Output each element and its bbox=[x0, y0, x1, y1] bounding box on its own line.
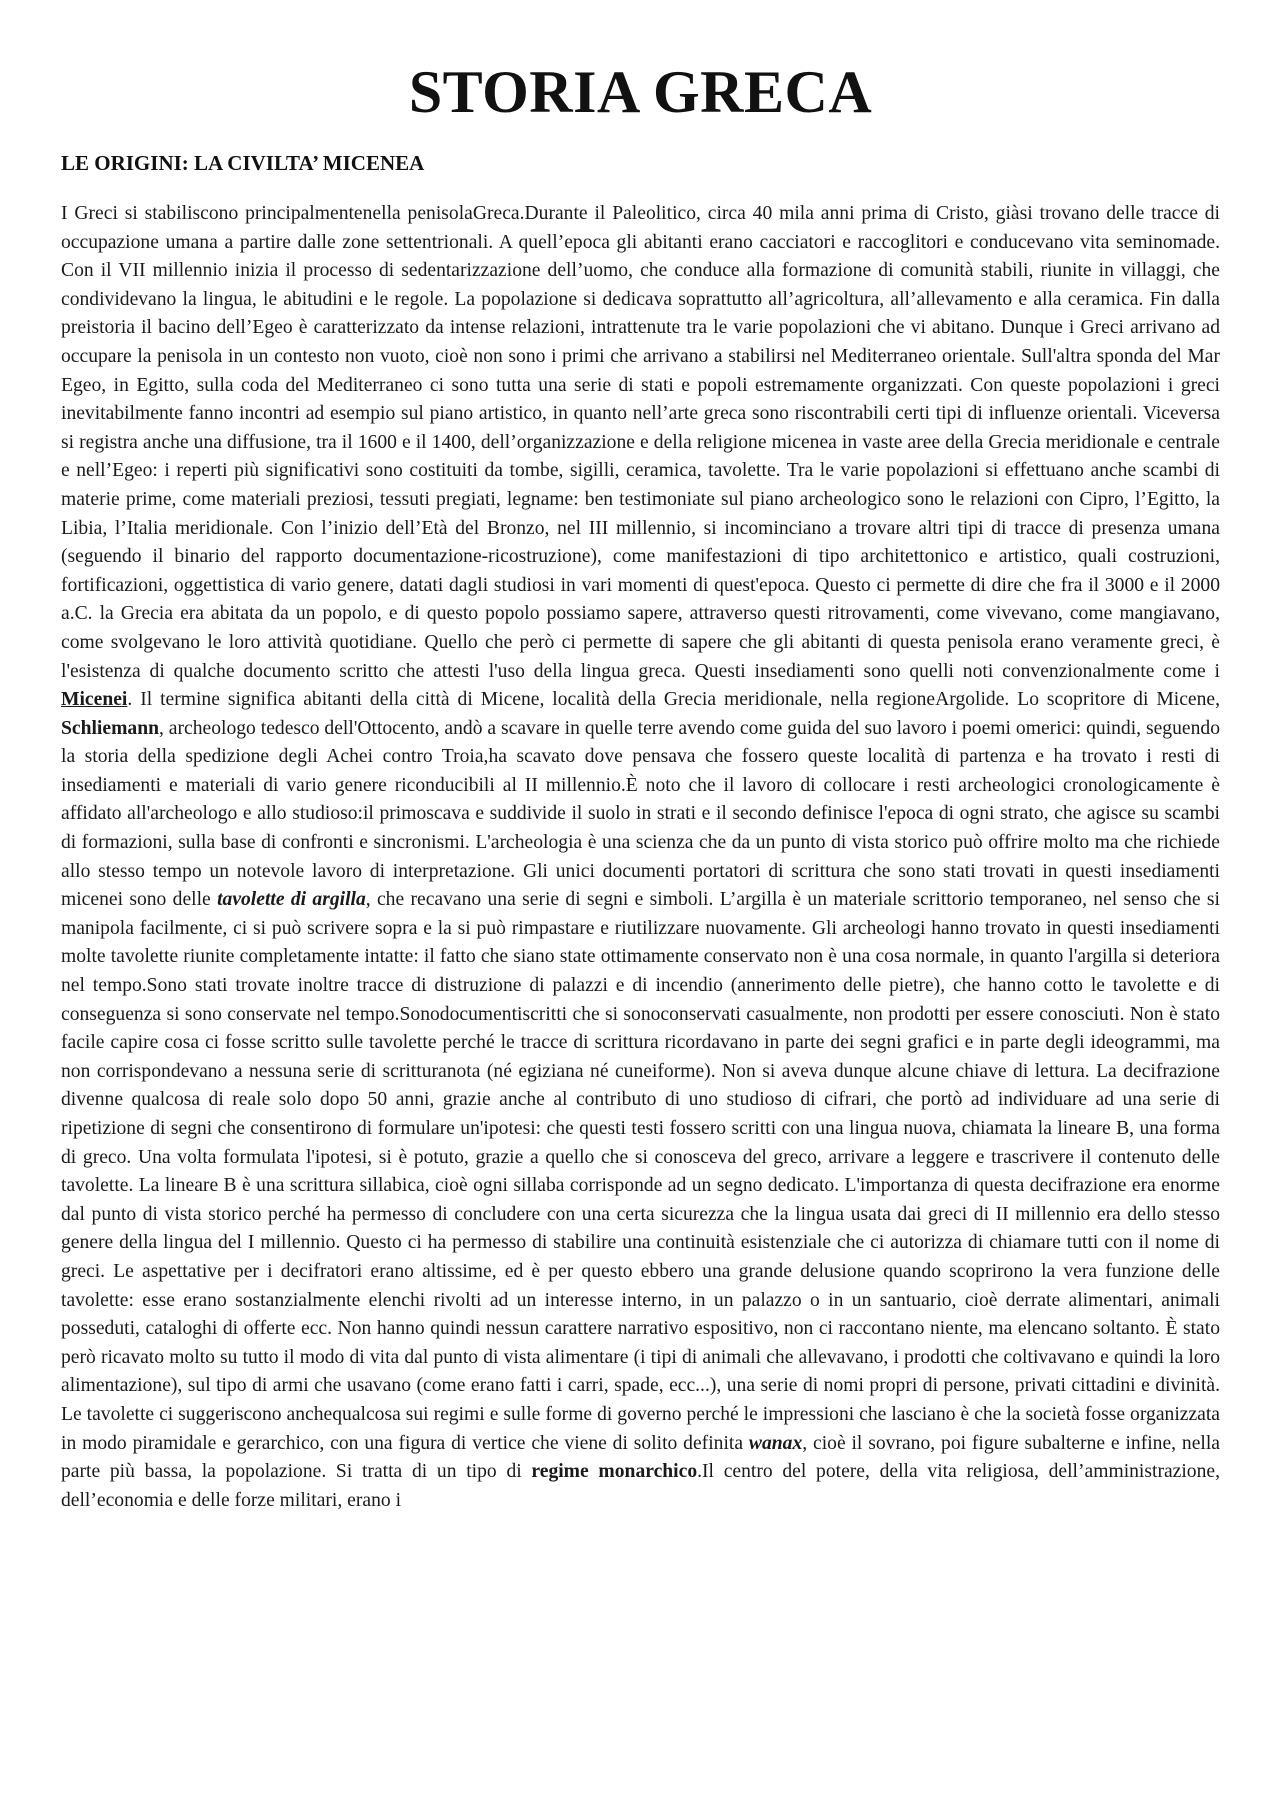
body-text-run: I Greci si stabiliscono principalmentenella penisolaGreca.Durante il Paleolitico, circa 40 mila anni prima di Cristo, giàsi trovano delle tracce di occupazione umana a partire dalle zone settentrionali. A quell’epoca gli abitanti erano cacciatori e raccoglitori e conducevano vita seminomade. Con il VII millennio inizia il processo di sedentarizzazione dell’uomo, che conduce alla formazione di comunità stabili, riunite in villaggi, che condividevano la lingua, le abitudini e le regole. La popolazione si dedicava soprattutto all’agricoltura, all’allevamento e alla ceramica. Fin dalla preistoria il bacino dell’Egeo è caratterizzato da intense relazioni, intrattenute tra le varie popolazioni che vi abitano. Dunque i Greci arrivano ad occupare la penisola in un contesto non vuoto, cioè non sono i primi che arrivano a stabilirsi nel Mediterraneo orientale. Sull'altra sponda del Mar Egeo, in Egitto, sulla coda del Mediterraneo ci sono tutta una serie di stati e popoli estremamente organizzati. Con queste popolazioni i greci inevitabilmente fanno incontri ad esempio sul piano artistico, in quanto nell’arte greca sono riscontrabili certi tipi di influenze orientali. Viceversa si registra anche una diffusione, tra il 1600 e il 1400, dell’organizzazione e della religione micenea in vaste aree della Grecia meridionale e centrale e nell’Egeo: i reperti più significativi sono costituiti da tombe, sigilli, ceramica, tavolette. Tra le varie popolazioni si effettuano anche scambi di materie prime, come materiali preziosi, tessuti pregiati, legname: ben testimoniate sul piano archeologico sono le relazioni con Cipro, l’Egitto, la Libia, l’Italia meridionale. Con l’inizio dell’Età del Bronzo, nel III millennio, si incominciano a trovare altri tipi di tracce di presenza umana (seguendo il binario del rapporto documentazione-ricostruzione), come manifestazioni di tipo architettonico e artistico, quali costruzioni, fortificazioni, oggettistica di vario genere, datati dagli studiosi in vari momenti di quest'epoca. Questo ci permette di dire che fra il 3000 e il 2000 a.C. la Grecia era abitata da un popolo, e di questo popolo possiamo sapere, attraverso questi ritrovamenti, come vivevano, come mangiavano, come svolgevano le loro attività quotidiane. Quello che però ci permette di sapere che gli abitanti di questa penisola erano veramente greci, è l'esistenza di qualche documento scritto che attesti l'uso della lingua greca. Questi insediamenti sono quelli noti convenzionalmente come i bbox=[61, 203, 1220, 682]
bold-term: Schliemann bbox=[61, 717, 159, 739]
section-heading: LE ORIGINI: LA CIVILTA’ MICENEA bbox=[61, 151, 425, 175]
bold-italic-term: tavolette di argilla bbox=[217, 889, 366, 911]
bold-term: regime monarchico bbox=[531, 1461, 698, 1483]
body-text-run: , archeologo tedesco dell'Ottocento, andò a scavare in quelle terre avendo come guida del suo lavoro i poemi omerici: quindi, seguendo la storia della spedizione degli Achei contro Troia,ha scavato dove pensava che fossero queste località di partenza e ha trovato i resti di insediamenti e materiali di vario genere riconducibili al II millennio.È noto che il lavoro di collocare i resti archeologici cronologicamente è affidato all'archeologo e allo studioso:il primoscava e suddivide il suolo in strati e il secondo definisce l'epoca di ogni strato, che agisce su scambi di formazioni, sulla base di confronti e sincronismi. L'archeologia è una scienza che da un punto di vista storico può offrire molto ma che richiede allo stesso tempo un notevole lavoro di interpretazione. Gli unici documenti portatori di scrittura che sono stati trovati in questi insediamenti micenei sono delle bbox=[61, 717, 1220, 911]
page-title: STORIA GRECA bbox=[408, 59, 873, 125]
body-paragraph bbox=[61, 200, 1220, 1515]
body-text-run: , che recavano una serie di segni e simboli. L’argilla è un materiale scrittorio temporaneo, nel senso che si manipola facilmente, ci si può scrivere sopra e la si può rimpastare e riutilizzare nuovamente. Gli archeologi hanno trovato in questi insediamenti molte tavolette riunite completamente intatte: il fatto che siano state ottimamente conservato non è una cosa normale, in quanto l'argilla si deteriora nel tempo.Sono stati trovate inoltre tracce di distruzione di palazzi e di incendio (annerimento delle pietre), che hanno cotto le tavolette e di conseguenza si sono conservate nel tempo.Sonodocumentiscritti che si sonoconservati casualmente, non prodotti per essere conosciuti. Non è stato facile capire cosa ci fosse scritto sulle tavolette perché le tracce di scrittura ricordavano in parte dei segni grafici e in parte degli ideogrammi, ma non corrispondevano a nessuna serie di scritturanota (né egiziana né cuneiforme). Non si aveva dunque alcune chiave di lettura. La decifrazione divenne qualcosa di reale solo dopo 50 anni, grazie anche al contributo di uno studioso di cifrari, che portò ad individuare ad una serie di ripetizione di segni che consentirono di formulare un'ipotesi: che questi testi fossero scritti con una lingua nuova, chiamata la lineare B, una forma di greco. Una volta formulata l'ipotesi, si è potuto, grazie a quello che si conosceva del greco, arrivare a leggere e trascrivere il contenuto delle tavolette. La lineare B è una scrittura sillabica, cioè ogni sillaba corrisponde ad un segno dedicato. L'importanza di questa decifrazione era enorme dal punto di vista storico perché ha permesso di concludere con una certa sicurezza che la lingua usata dai greci di II millennio era dello stesso genere della lingua del I millennio. Questo ci ha permesso di stabilire una continuità esistenziale che ci autorizza di chiamare tutti con il nome di greci. Le aspettative per i decifratori erano altissime, ed è per questo ebbero una grande delusione quando scoprirono la vera funzione delle tavolette: esse erano sostanzialmente elenchi rivolti ad un interesse interno, in un palazzo o in un santuario, cioè derrate alimentari, animali posseduti, cataloghi di offerte ecc. Non hanno quindi nessun carattere narrativo espositivo, non ci raccontano niente, ma elencano soltanto. È stato però ricavato molto su tutto il modo di vita dal punto di vista alimentare (i tipi di animali che allevavano, i prodotti che coltivavano e quindi la loro alimentazione), sul tipo di armi che usavano (come erano fatti i carri, spade, ecc...), una serie di nomi propri di persone, privati cittadini e divinità. Le tavolette ci suggeriscono anchequalcosa sui regimi e sulle forme di governo perché le impressioni che lasciano è che la società fosse organizzata in modo piramidale e gerarchico, con una figura di vertice che viene di solito definita bbox=[61, 889, 1220, 1454]
body-text-run: . Il termine significa abitanti della città di Micene, località della Grecia meridionale, nella regioneArgolide. Lo scopritore di Micene, bbox=[127, 689, 1220, 711]
body-text-run: .Il centro del potere, della vita religiosa, dell’amministrazione, dell’economia e delle forze militari, erano i bbox=[61, 1461, 1220, 1511]
body-text-run: , cioè il sovrano, poi figure subalterne e infine, nella parte più bassa, la popolazione. Si tratta di un tipo di bbox=[61, 1432, 1220, 1483]
bold-italic-term: wanax bbox=[748, 1432, 803, 1454]
emphasized-term: Micenei bbox=[61, 689, 128, 711]
